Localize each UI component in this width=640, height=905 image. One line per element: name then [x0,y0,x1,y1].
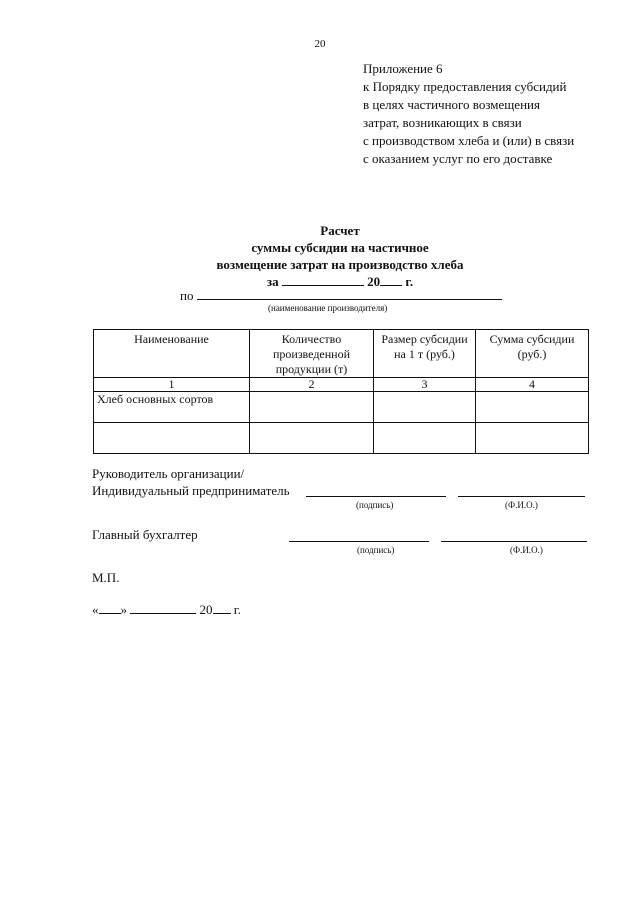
appendix-header [363,60,574,168]
head-signature-caption: (подпись) [356,500,394,510]
table-cell [476,392,589,423]
head-label-line2: Индивидуальный предприниматель [92,483,290,498]
table-cell: Хлеб основных сортов [94,392,250,423]
head-signature-line [306,496,446,497]
column-number: 4 [476,378,589,392]
title-year-prefix: 20 [367,274,381,289]
accountant-name-line [441,541,587,542]
accountant-signature-line [289,541,429,542]
subsidy-table [93,329,589,454]
appendix-line: в целях частичного возмещения [363,97,540,112]
table-row [94,392,589,423]
date-year-suffix: г. [233,602,241,617]
producer-label: по [180,288,194,303]
appendix-line: затрат, возникающих в связи [363,115,522,130]
table-cell [476,423,589,454]
table-cell [250,423,374,454]
column-number-row [94,378,589,392]
appendix-line: к Порядку предоставления субсидий [363,79,567,94]
table-cell [374,392,476,423]
date-open-quote: « [92,602,99,617]
date-line [92,601,241,618]
period-blank [282,273,364,286]
column-number: 3 [374,378,476,392]
date-year-blank [213,601,231,614]
column-header: Количество произведенной продукции (т) [250,330,374,378]
appendix-line: с оказанием услуг по его доставке [363,151,553,166]
date-close-quote: » [120,602,127,617]
table-row [94,423,589,454]
appendix-line: с производством хлеба и (или) в связи [363,133,575,148]
title-line: суммы субсидии на частичное [251,240,429,255]
title-year-suffix: г. [405,274,414,289]
column-number: 1 [94,378,250,392]
title-line: возмещение затрат на производство хлеба [216,257,464,272]
document-title [0,222,640,290]
title-line: Расчет [320,223,360,238]
day-blank [99,601,121,614]
table-cell [94,423,250,454]
stamp-label: М.П. [92,570,120,585]
producer-caption: (наименование производителя) [268,303,388,313]
table-cell [250,392,374,423]
head-name-line [458,496,585,497]
appendix-line: Приложение 6 [363,61,443,76]
accountant-name-caption: (Ф.И.О.) [510,545,543,555]
producer-blank [197,287,502,300]
date-year-prefix: 20 [199,602,213,617]
month-blank [130,601,196,614]
accountant-signature-caption: (подпись) [357,545,395,555]
column-header: Наименование [94,330,250,378]
title-za: за [266,274,279,289]
producer-line [180,287,502,304]
head-label-line1: Руководитель организации/ [92,466,245,481]
column-header: Размер субсидии на 1 т (руб.) [374,330,476,378]
head-name-caption: (Ф.И.О.) [505,500,538,510]
table-cell [374,423,476,454]
page-number: 20 [314,38,326,50]
column-number: 2 [250,378,374,392]
accountant-label: Главный бухгалтер [92,527,198,542]
year-blank [380,273,402,286]
table-header-row [94,330,589,378]
column-header: Сумма субсидии (руб.) [476,330,589,378]
